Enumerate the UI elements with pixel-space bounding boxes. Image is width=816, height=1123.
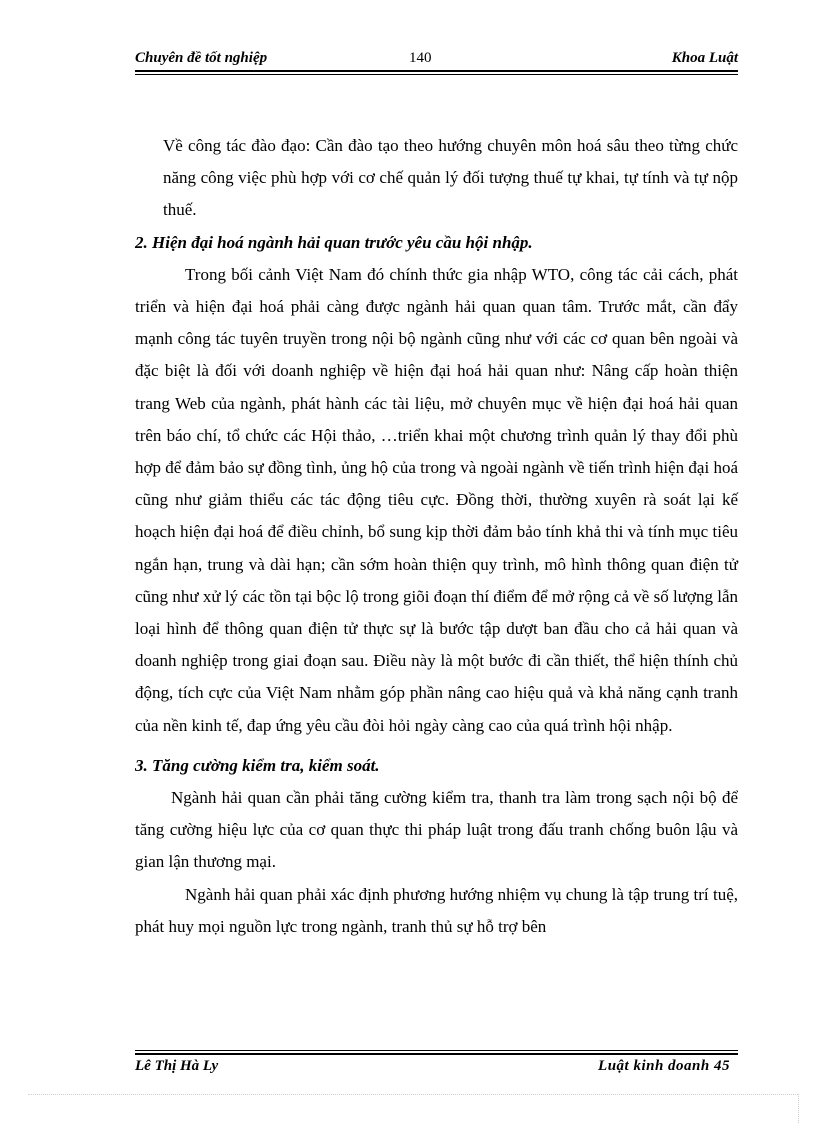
page-boundary-right [798, 1094, 799, 1123]
paragraph-inspection: Ngành hải quan cần phải tăng cường kiểm tra, thanh tra làm trong sạch nội bộ để tăng cường hiệu lực của cơ quan thực thi pháp luật trong đấu tranh chống buôn lậu và gian lận thương mại. [135, 788, 738, 872]
page-number: 140 [409, 50, 432, 66]
paragraph-training: Về công tác đào đạo: Cần đào tạo theo hướng chuyên môn hoá sâu theo từng chức năng công việc phù hợp với cơ chế quản lý đối tượng thuế tự khai, tự tính và tự nộp thuế. [163, 136, 738, 220]
header-title: Chuyên đề tốt nghiệp [135, 50, 268, 66]
header-department: Khoa Luật [671, 50, 738, 66]
section-heading-2: 2. Hiện đại hoá ngành hải quan trước yêu cầu hội nhập. [135, 232, 533, 252]
header-rule-thick [135, 70, 738, 72]
header-rule-thin [135, 74, 738, 75]
section-heading-3: 3. Tăng cường kiểm tra, kiểm soát. [135, 755, 380, 775]
document-body [135, 130, 738, 943]
page-boundary-bottom [28, 1094, 798, 1095]
page-header [135, 48, 738, 70]
footer-rule-thick [135, 1053, 738, 1055]
paragraph-direction: Ngành hải quan phải xác định phương hướng nhiệm vụ chung là tập trung trí tuệ, phát huy mọi nguồn lực trong ngành, tranh thủ sự hỗ trợ bên [135, 884, 738, 936]
footer-author: Lê Thị Hà Ly [135, 1058, 219, 1074]
footer-rule-thin [135, 1050, 738, 1051]
paragraph-modernization: Trong bối cảnh Việt Nam đó chính thức gia nhập WTO, công tác cải cách, phát triển và hiện đại hoá phải càng được ngành hải quan quan tâm. Trước mắt, cần đẩy mạnh công tác tuyên truyền trong nội bộ ngành cũng như với các cơ quan bên ngoài và đặc biệt là đối với doanh nghiệp về hiện đại hoá hải quan như: Nâng cấp hoàn thiện trang Web của ngành, phát hành các tài liệu, mở chuyên mục về hiện đại hoá hải quan trên báo chí, tổ chức các Hội thảo, …triển khai một chương trình quản lý thay đổi phù hợp để đảm bảo sự đồng tình, ủng hộ của trong và ngoài ngành về tiến trình hiện đại hoá cũng như giảm thiểu các tác động tiêu cực. Đồng thời, thường xuyên rà soát lại kế hoạch hiện đại hoá để điều chỉnh, bổ sung kịp thời đảm bảo tính khả thi và tính mục tiêu ngắn hạn, trung và dài hạn; cần sớm hoàn thiện quy trình, mô hình thông quan điện tử cũng như xử lý các tồn tại bộc lộ trong giõi đoạn thí điểm để mở rộng cả về số lượng lẫn loại hình để thông quan điện tử thực sự là bước tập dượt ban đầu cho cả hải quan và doanh nghiệp trong giai đoạn sau. Điều này là một bước đi cần thiết, thể hiện thính chủ động, tích cực của Việt Nam nhằm góp phần nâng cao hiệu quả và khả năng cạnh tranh của nền kinh tế, đap ứng yêu cầu đòi hỏi ngày càng cao của quá trình hội nhập. [135, 264, 738, 735]
footer-program: Luật kinh doanh 45 [598, 1058, 730, 1074]
